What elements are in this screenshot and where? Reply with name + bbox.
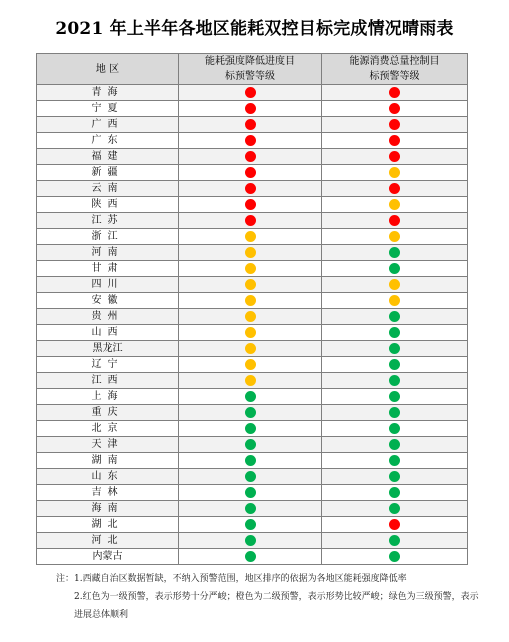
region-cell: 湖北	[37, 517, 179, 533]
table-row	[37, 549, 468, 565]
table-row	[37, 85, 468, 101]
region-cell: 青海	[37, 85, 179, 101]
region-cell: 山西	[37, 325, 179, 341]
intensity-level-cell	[179, 101, 322, 117]
region-cell: 北京	[37, 421, 179, 437]
red-warning-dot-icon	[389, 135, 400, 146]
region-cell: 安徽	[37, 293, 179, 309]
total-level-cell	[322, 485, 468, 501]
total-level-cell	[322, 533, 468, 549]
total-level-cell	[322, 309, 468, 325]
intensity-level-cell	[179, 117, 322, 133]
green-warning-dot-icon	[389, 439, 400, 450]
orange-warning-dot-icon	[245, 375, 256, 386]
intensity-level-cell	[179, 181, 322, 197]
total-level-cell	[322, 117, 468, 133]
intensity-level-cell	[179, 261, 322, 277]
total-level-cell	[322, 85, 468, 101]
intensity-level-cell	[179, 341, 322, 357]
orange-warning-dot-icon	[245, 247, 256, 258]
header-total	[322, 54, 468, 85]
header-region: 地 区	[37, 54, 179, 85]
orange-warning-dot-icon	[245, 359, 256, 370]
total-level-cell	[322, 373, 468, 389]
orange-warning-dot-icon	[245, 327, 256, 338]
header-row	[37, 54, 468, 85]
intensity-level-cell	[179, 453, 322, 469]
header-intensity-text: 能耗强度降低进度目标预警等级	[205, 56, 295, 82]
orange-warning-dot-icon	[389, 279, 400, 290]
total-level-cell	[322, 389, 468, 405]
red-warning-dot-icon	[245, 199, 256, 210]
intensity-level-cell	[179, 389, 322, 405]
region-cell: 黑龙江	[37, 341, 179, 357]
table-row	[37, 213, 468, 229]
table-row	[37, 357, 468, 373]
intensity-level-cell	[179, 149, 322, 165]
table-row	[37, 133, 468, 149]
green-warning-dot-icon	[389, 503, 400, 514]
total-level-cell	[322, 421, 468, 437]
green-warning-dot-icon	[389, 423, 400, 434]
intensity-level-cell	[179, 533, 322, 549]
green-warning-dot-icon	[245, 455, 256, 466]
green-warning-dot-icon	[389, 343, 400, 354]
table-row	[37, 229, 468, 245]
total-level-cell	[322, 277, 468, 293]
table-row	[37, 245, 468, 261]
table-row	[37, 293, 468, 309]
red-warning-dot-icon	[245, 151, 256, 162]
table-row	[37, 373, 468, 389]
red-warning-dot-icon	[389, 215, 400, 226]
total-level-cell	[322, 165, 468, 181]
orange-warning-dot-icon	[389, 199, 400, 210]
header-total-text: 能源消费总量控制目标预警等级	[349, 56, 440, 82]
page-title: 2021 年上半年各地区能耗双控目标完成情况晴雨表	[55, 19, 454, 39]
total-level-cell	[322, 357, 468, 373]
green-warning-dot-icon	[389, 455, 400, 466]
intensity-level-cell	[179, 517, 322, 533]
total-level-cell	[322, 213, 468, 229]
region-cell: 重庆	[37, 405, 179, 421]
green-warning-dot-icon	[245, 487, 256, 498]
region-cell: 海南	[37, 501, 179, 517]
orange-warning-dot-icon	[389, 231, 400, 242]
table-row	[37, 453, 468, 469]
green-warning-dot-icon	[389, 311, 400, 322]
orange-warning-dot-icon	[245, 295, 256, 306]
intensity-level-cell	[179, 373, 322, 389]
green-warning-dot-icon	[389, 391, 400, 402]
total-level-cell	[322, 405, 468, 421]
green-warning-dot-icon	[245, 423, 256, 434]
intensity-level-cell	[179, 85, 322, 101]
green-warning-dot-icon	[245, 535, 256, 546]
table-row	[37, 101, 468, 117]
region-cell: 福建	[37, 149, 179, 165]
intensity-level-cell	[179, 293, 322, 309]
orange-warning-dot-icon	[245, 279, 256, 290]
region-cell: 新疆	[37, 165, 179, 181]
orange-warning-dot-icon	[245, 311, 256, 322]
green-warning-dot-icon	[389, 263, 400, 274]
total-level-cell	[322, 341, 468, 357]
red-warning-dot-icon	[389, 119, 400, 130]
red-warning-dot-icon	[245, 167, 256, 178]
green-warning-dot-icon	[245, 503, 256, 514]
table-row	[37, 341, 468, 357]
table-body	[37, 85, 468, 565]
total-level-cell	[322, 181, 468, 197]
red-warning-dot-icon	[245, 183, 256, 194]
region-cell: 湖南	[37, 453, 179, 469]
region-cell: 河南	[37, 245, 179, 261]
red-warning-dot-icon	[389, 103, 400, 114]
region-cell: 广东	[37, 133, 179, 149]
table-row	[37, 325, 468, 341]
table-row	[37, 389, 468, 405]
intensity-level-cell	[179, 469, 322, 485]
intensity-level-cell	[179, 245, 322, 261]
intensity-level-cell	[179, 549, 322, 565]
region-cell: 河北	[37, 533, 179, 549]
intensity-level-cell	[179, 277, 322, 293]
green-warning-dot-icon	[245, 551, 256, 562]
region-cell: 辽宁	[37, 357, 179, 373]
orange-warning-dot-icon	[245, 263, 256, 274]
table-row	[37, 277, 468, 293]
total-level-cell	[322, 229, 468, 245]
footnote-1: 注：1.西藏自治区数据暂缺，不纳入预警范围，地区排序的依据为各地区能耗强度降低率	[56, 574, 407, 584]
region-cell: 宁夏	[37, 101, 179, 117]
warning-table	[36, 53, 468, 565]
green-warning-dot-icon	[389, 359, 400, 370]
intensity-level-cell	[179, 437, 322, 453]
total-level-cell	[322, 133, 468, 149]
region-cell: 江西	[37, 373, 179, 389]
orange-warning-dot-icon	[245, 231, 256, 242]
green-warning-dot-icon	[245, 439, 256, 450]
region-cell: 贵州	[37, 309, 179, 325]
intensity-level-cell	[179, 213, 322, 229]
region-cell: 云南	[37, 181, 179, 197]
region-cell: 天津	[37, 437, 179, 453]
intensity-level-cell	[179, 133, 322, 149]
footnotes	[56, 570, 486, 624]
intensity-level-cell	[179, 421, 322, 437]
red-warning-dot-icon	[245, 119, 256, 130]
intensity-level-cell	[179, 165, 322, 181]
table-row	[37, 309, 468, 325]
red-warning-dot-icon	[389, 87, 400, 98]
footnote-2: 2.红色为一级预警，表示形势十分严峻；橙色为二级预警，表示形势比较严峻；绿色为三级预警，表示进展总体顺利	[74, 592, 479, 620]
total-level-cell	[322, 437, 468, 453]
table-row	[37, 261, 468, 277]
red-warning-dot-icon	[245, 135, 256, 146]
region-cell: 内蒙古	[37, 549, 179, 565]
green-warning-dot-icon	[389, 535, 400, 546]
table-row	[37, 437, 468, 453]
region-cell: 上海	[37, 389, 179, 405]
total-level-cell	[322, 501, 468, 517]
intensity-level-cell	[179, 405, 322, 421]
total-level-cell	[322, 149, 468, 165]
total-level-cell	[322, 453, 468, 469]
table-row	[37, 181, 468, 197]
region-cell: 四川	[37, 277, 179, 293]
total-level-cell	[322, 245, 468, 261]
table-row	[37, 533, 468, 549]
total-level-cell	[322, 549, 468, 565]
red-warning-dot-icon	[389, 151, 400, 162]
region-cell: 浙江	[37, 229, 179, 245]
total-level-cell	[322, 261, 468, 277]
green-warning-dot-icon	[389, 487, 400, 498]
region-cell: 陕西	[37, 197, 179, 213]
intensity-level-cell	[179, 229, 322, 245]
total-level-cell	[322, 101, 468, 117]
green-warning-dot-icon	[245, 407, 256, 418]
red-warning-dot-icon	[245, 215, 256, 226]
red-warning-dot-icon	[245, 87, 256, 98]
intensity-level-cell	[179, 309, 322, 325]
green-warning-dot-icon	[389, 471, 400, 482]
total-level-cell	[322, 325, 468, 341]
green-warning-dot-icon	[389, 247, 400, 258]
green-warning-dot-icon	[245, 519, 256, 530]
total-level-cell	[322, 197, 468, 213]
total-level-cell	[322, 469, 468, 485]
table-row	[37, 149, 468, 165]
total-level-cell	[322, 293, 468, 309]
table-row	[37, 517, 468, 533]
orange-warning-dot-icon	[389, 167, 400, 178]
table-row	[37, 501, 468, 517]
region-cell: 江苏	[37, 213, 179, 229]
region-cell: 甘肃	[37, 261, 179, 277]
green-warning-dot-icon	[245, 471, 256, 482]
intensity-level-cell	[179, 197, 322, 213]
orange-warning-dot-icon	[245, 343, 256, 354]
intensity-level-cell	[179, 485, 322, 501]
green-warning-dot-icon	[245, 391, 256, 402]
green-warning-dot-icon	[389, 327, 400, 338]
red-warning-dot-icon	[245, 103, 256, 114]
total-level-cell	[322, 517, 468, 533]
table-row	[37, 421, 468, 437]
table-row	[37, 165, 468, 181]
intensity-level-cell	[179, 357, 322, 373]
table-row	[37, 197, 468, 213]
table-row	[37, 485, 468, 501]
red-warning-dot-icon	[389, 519, 400, 530]
green-warning-dot-icon	[389, 375, 400, 386]
orange-warning-dot-icon	[389, 295, 400, 306]
header-intensity	[179, 54, 322, 85]
intensity-level-cell	[179, 501, 322, 517]
green-warning-dot-icon	[389, 551, 400, 562]
region-cell: 广西	[37, 117, 179, 133]
intensity-level-cell	[179, 325, 322, 341]
green-warning-dot-icon	[389, 407, 400, 418]
region-cell: 山东	[37, 469, 179, 485]
region-cell: 吉林	[37, 485, 179, 501]
table-row	[37, 469, 468, 485]
red-warning-dot-icon	[389, 183, 400, 194]
table-row	[37, 405, 468, 421]
table-row	[37, 117, 468, 133]
